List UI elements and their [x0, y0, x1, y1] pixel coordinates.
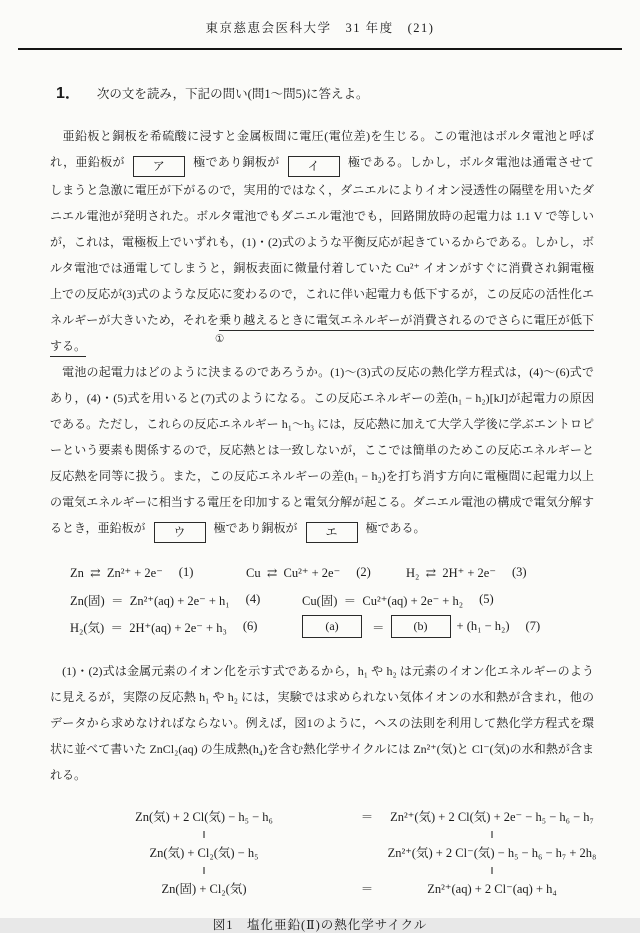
- equation-2-number: (2): [356, 565, 371, 579]
- equation-7-number: (7): [525, 619, 541, 633]
- cycle-vertical-equals-right-2: ‖: [490, 865, 494, 877]
- cycle-vertical-equals-right-1: ‖: [490, 829, 494, 841]
- answer-box-a: [302, 615, 362, 638]
- para2-text-3: 極である。: [365, 521, 426, 535]
- page-header: [0, 0, 640, 36]
- equation-2: [246, 565, 406, 581]
- equation-4-body: Zn(固) ＝ Zn²⁺(aq) + 2e⁻ + h₁: [70, 593, 230, 608]
- equation-3-number: (3): [511, 565, 527, 579]
- header-title: 東京慈恵会医科大学 31 年度 (21): [205, 21, 435, 35]
- para2-text-2: 極であり銅板が: [213, 521, 298, 535]
- equation-7-tail: + (h₁ − h₂): [456, 619, 510, 633]
- blank-box-a: [133, 156, 185, 177]
- equation-1-body: Zn ⇄ Zn²⁺ + 2e⁻: [70, 565, 163, 580]
- answer-box-b-label: (b): [413, 619, 428, 633]
- equation-5-number: (5): [479, 592, 494, 606]
- equation-5: [302, 591, 494, 609]
- blank-box-e: [306, 522, 358, 543]
- equation-block: [70, 559, 640, 640]
- equation-4: [70, 591, 302, 609]
- equation-6: [70, 618, 302, 636]
- body-text-2: [50, 658, 594, 788]
- blank-box-a-label: ア: [152, 159, 165, 173]
- paragraph-3: [50, 658, 594, 788]
- cycle-vertical-equals-left-2: ‖: [202, 865, 206, 877]
- equation-row-3: [70, 613, 640, 640]
- figure-caption: [0, 915, 640, 933]
- equation-3-body: H₂ ⇄ 2H⁺ + 2e⁻: [406, 565, 496, 580]
- equation-4-number: (4): [245, 592, 261, 606]
- cycle-row1-equals: ＝: [360, 810, 374, 824]
- figure-caption-text: 図1 塩化亜鉛(Ⅱ)の熱化学サイクル: [212, 918, 428, 932]
- blank-box-i: [288, 156, 340, 177]
- para1-text-3: 極である。しかし，ボルタ電池は通電させてしまうと急激に電圧が下がるので，実用的ではなく，ダニエルによりイオン浸透性の隔壁を用いたダニエル電池が発明された。ボルタ電池でもダニエル電池でも，回路開放時の起電力は 1.1 V で等しいが，これは，電極板上でいずれも，(1)・(2)式のような平衡反応が起きているからである。しかし，ボルタ電池では通電してしまうと，銅板表面に微量付着していた Cu²⁺ イオンがすぐに消費され銅電極上での反応が(3)式のような反応に変わるので，これに伴い起電力も低下するが，この反応の活性化エネルギーが大きいため，それを: [50, 155, 594, 327]
- para3-text: (1)・(2)式は金属元素のイオン化を示す式であるから，h₁ や h₂ は元素のイオン化エネルギーのように見えるが，実際の反応熱 h₁ や h₂ には，実験では求められない気体イオンの水和熱が含まれ，他のデータから求めなければならない。例えば，図1のように，ヘスの法則を利用して熱化学方程式を環状に並べて書いた ZnCl₂(aq) の生成熱(h₄)を含む熱化学サイクルには Zn²⁺(気)と Cl⁻(気)の水和熱が含まれる。: [50, 664, 594, 782]
- cycle-row3-left: Zn(固) + Cl₂(気): [161, 882, 247, 896]
- equation-6-number: (6): [242, 619, 258, 633]
- paragraph-1: [50, 123, 594, 359]
- equation-7: [302, 615, 540, 638]
- thermochemical-cycle: [58, 808, 600, 899]
- equation-6-body: H₂(気) ＝ 2H⁺(aq) + 2e⁻ + h₃: [70, 620, 227, 635]
- para1-text-1: 亜鉛板と銅板を希硫酸に浸すと金属板間に電圧(電位差)を生じる。この電池はボルタ電池と呼ばれ，亜鉛板が: [50, 129, 594, 169]
- question-number: 1．: [56, 85, 81, 102]
- equation-5-body: Cu(固) ＝ Cu²⁺(aq) + 2e⁻ + h₂: [302, 593, 464, 608]
- equation-1: [70, 565, 246, 581]
- blank-box-u: [154, 522, 206, 543]
- para2-text-1: 電池の起電力はどのように決まるのであろうか。(1)〜(3)式の反応の熱化学方程式は，(4)〜(6)式であり，(4)・(5)式を用いると(7)式のようになる。この反応エネルギーの差(h₁ − h₂)[kJ]が起電力の原因である。ただし，これらの反応エネルギー h₁〜h₃ には，反応熱に加えて大学入学後に学ぶエントロピーという要素も関係するので，反応熱とは一致しないが，ここでは簡単のためこの反応エネルギーと反応熱を同等に扱う。また，この反応エネルギーの差(h₁ − h₂)を打ち消す方向に電極間に起電力以上の電気エネルギーに相当する電圧を印加すると電気分解が起こる。ダニエル電池の構成で電気分解するとき，亜鉛板が: [50, 365, 594, 535]
- question-prompt: 次の文を読み，下記の問い(問1〜問5)に答えよ。: [96, 87, 369, 101]
- cycle-row1-left: Zn(気) + 2 Cl(気) − h₅ − h₆: [135, 810, 273, 824]
- answer-box-b: [391, 615, 451, 638]
- cycle-row2-right: Zn²⁺(気) + 2 Cl⁻(気) − h₅ − h₆ − h₇ + 2h₈: [387, 846, 597, 860]
- answer-box-a-label: (a): [325, 619, 339, 633]
- equation-2-body: Cu ⇄ Cu²⁺ + 2e⁻: [246, 565, 341, 580]
- question-heading: [56, 80, 640, 103]
- cycle-row3-right: Zn²⁺(aq) + 2 Cl⁻(aq) + h₄: [427, 882, 557, 896]
- equation-row-1: [70, 559, 640, 586]
- cycle-row1-right: Zn²⁺(気) + 2 Cl(気) + 2e⁻ − h₅ − h₆ − h₇: [390, 810, 594, 824]
- para1-underlined-text: 乗り越えるときに電気エネルギーが消費されるのでさらに電圧が低下する。: [50, 313, 594, 357]
- cycle-row2-left: Zn(気) + Cl₂(気) − h₅: [149, 846, 259, 860]
- equation-1-number: (1): [178, 565, 194, 579]
- para1-text-2: 極であり銅板が: [192, 155, 280, 169]
- blank-box-e-label: エ: [325, 525, 338, 539]
- blank-box-u-label: ウ: [173, 525, 186, 539]
- cycle-row3-equals: ＝: [360, 882, 374, 896]
- annotation-1-marker: ①: [214, 334, 225, 345]
- equation-3: [406, 565, 527, 581]
- cycle-vertical-equals-left-1: ‖: [202, 829, 206, 841]
- paragraph-2: [50, 359, 594, 543]
- equation-row-2: [70, 586, 640, 613]
- equation-7-equals: ＝: [372, 620, 385, 635]
- blank-box-i-label: イ: [307, 159, 320, 173]
- header-rule: [18, 48, 622, 50]
- body-text: [50, 123, 594, 543]
